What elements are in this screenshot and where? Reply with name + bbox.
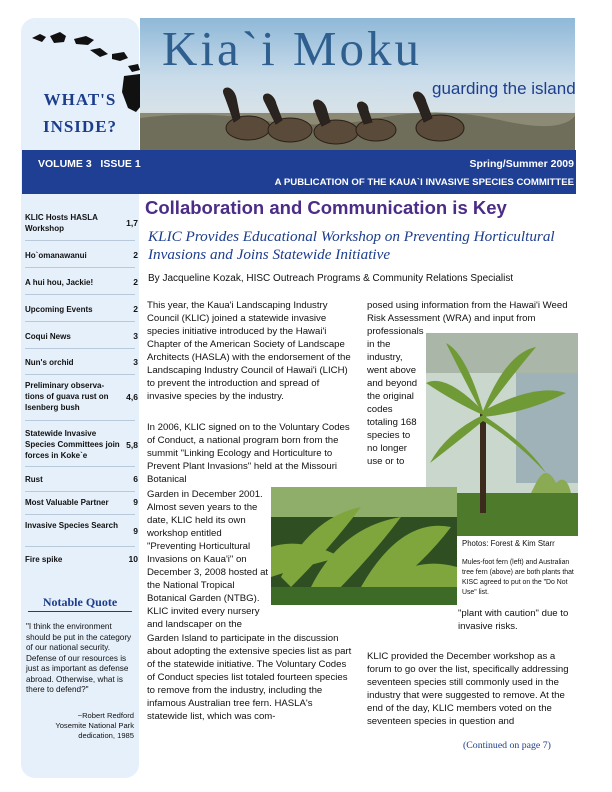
- toc-page-number: 3: [133, 357, 138, 367]
- continued-link[interactable]: (Continued on page 7): [463, 740, 551, 751]
- toc-page-number: 2: [133, 304, 138, 314]
- toc-page-number: 5,8: [126, 440, 138, 450]
- toc-item-guava-rust[interactable]: Preliminary observa-tions of guava rust on Isenberg bush: [25, 381, 109, 412]
- quote-author-event: dedication, 1985: [78, 731, 134, 740]
- season-date: Spring/Summer 2009: [469, 158, 574, 170]
- photo-caption: Mules-foot fern (left) and Australian tree fern (above) are both plants that KISC agreed to put on the "Do Not Use" list.: [462, 559, 574, 596]
- toc-divider: [25, 348, 135, 349]
- toc-divider: [25, 267, 135, 268]
- toc-page-number: 2: [133, 250, 138, 260]
- quote-attribution: [26, 711, 134, 741]
- quote-divider: [28, 611, 132, 612]
- article-headline: Collaboration and Communication is Key: [145, 197, 507, 218]
- publication-line: A PUBLICATION OF THE KAUA`I INVASIVE SPECIES COMMITTEE: [274, 177, 574, 188]
- whats-inside-heading: [22, 86, 138, 140]
- quote-author-name: ~Robert Redford: [77, 711, 134, 720]
- col2-after-photo: "plant with caution" due to invasive risks.: [458, 608, 569, 632]
- toc-page-number: 3: [133, 331, 138, 341]
- article-byline: By Jacqueline Kozak, HISC Outreach Programs & Community Relations Specialist: [148, 273, 514, 284]
- toc-divider: [25, 240, 135, 241]
- toc-item-most-valuable-partner[interactable]: Most Valuable Partner: [25, 498, 109, 507]
- toc-page-number: 9: [133, 526, 138, 536]
- col2-paragraph-top: posed using information from the Hawai'i Weed Risk Assessment (WRA) and input from: [367, 300, 568, 324]
- toc-page-number: 1,7: [126, 218, 138, 228]
- toc-item-fire-spike[interactable]: Fire spike: [25, 555, 63, 564]
- col1-paragraph-2c: Garden Island to participate in the discussion about adopting the extensive species list as part of the statewide initiative. The Voluntary Codes of Conduct species list totaled fourteen species to remove from the industry, including the infamous Australian tree fern. HASLA's statewide list, which was com-: [147, 633, 352, 722]
- toc-item-nuns-orchid[interactable]: Nun's orchid: [25, 358, 74, 367]
- notable-quote-heading: Notable Quote: [42, 595, 118, 609]
- toc-item-coqui-news[interactable]: Coqui News: [25, 332, 71, 341]
- toc-item-upcoming-events[interactable]: Upcoming Events: [25, 305, 93, 314]
- toc-item-rust[interactable]: Rust: [25, 475, 43, 484]
- toc-page-number: 9: [133, 497, 138, 507]
- col1-paragraph-2a: In 2006, KLIC signed on to the Voluntary Codes of Conduct, a national program born from the summit "Linking Ecology and Horticulture to Prevent Plant Invasions" held at the Missouri Botanical: [147, 422, 350, 485]
- notable-quote-text: "I think the environment should be put in the category of our national security. Defense of our resources is just as important as defense abroad. Otherwise, what is there to defend?": [26, 622, 132, 694]
- col2-paragraph-2: KLIC provided the December workshop as a forum to go over the list, specifically addressing seventeen species still commonly used in the industry that were suggested to remove. At the end of the day, KLIC members voted on the seventeen species in question and: [367, 651, 569, 727]
- toc-page-number: 4,6: [126, 392, 138, 402]
- whats-inside-line1: WHAT'S: [43, 90, 117, 109]
- masthead-tagline: guarding the island: [432, 79, 576, 98]
- whats-inside-line2: INSIDE?: [42, 117, 118, 136]
- toc-divider: [25, 374, 135, 375]
- toc-item-hoomanawanui[interactable]: Ho`omanawanui: [25, 251, 87, 260]
- toc-page-number: 10: [128, 554, 138, 564]
- toc-item-a-hui-hou[interactable]: A hui hou, Jackie!: [25, 278, 94, 287]
- toc-divider: [25, 546, 135, 547]
- toc-item-statewide-committees[interactable]: Statewide Invasive Species Committees join forces in Koke`e: [25, 429, 120, 460]
- article-subhead: KLIC Provides Educational Workshop on Preventing Horticultural Invasions and Joins Statewide Initiative: [148, 228, 555, 263]
- toc-page-number: 2: [133, 277, 138, 287]
- toc-divider: [25, 466, 135, 467]
- mules-foot-fern-photo: [271, 487, 457, 605]
- volume-issue: VOLUME 3 ISSUE 1: [38, 158, 141, 170]
- toc-divider: [25, 321, 135, 322]
- col2-narrow-text: professionals in the industry, went above and beyond the original codes totaling 168 species to no longer use or to: [367, 326, 424, 467]
- toc-divider: [25, 491, 135, 492]
- photo-credit: Photos: Forest & Kim Starr: [462, 539, 555, 548]
- masthead-title: Kia`i Moku: [162, 21, 422, 76]
- toc-divider: [25, 420, 135, 421]
- toc-page-number: 6: [133, 474, 138, 484]
- toc-divider: [25, 294, 135, 295]
- col1-paragraph-2b: Garden in December 2001. Almost seven years to the date, KLIC held its own workshop entitled "Preventing Horticultural Invasions on Kaua'i" on December 3, 2008 hosted at the National Tropical Botanical Garden (NTBG). KLIC invited every nursery and landscaper on the: [147, 489, 269, 630]
- toc-item-invasive-species-search[interactable]: Invasive Species Search: [25, 521, 118, 530]
- toc-item-klic-hasla[interactable]: KLIC Hosts HASLA Workshop: [25, 213, 98, 233]
- col1-paragraph-1: This year, the Kaua'i Landscaping Industry Council (KLIC) joined a statewide invasive species initiative introduced by the Hawai'i Chapter of the American Society of Landscape Architects (HASLA) with the endorsement of the Landscaping Industry Council of Hawai'i (LICH) to prevent the introduction and spread of invasive species by the industry.: [147, 300, 351, 402]
- quote-author-place: Yosemite National Park: [55, 721, 134, 730]
- toc-divider: [25, 514, 135, 515]
